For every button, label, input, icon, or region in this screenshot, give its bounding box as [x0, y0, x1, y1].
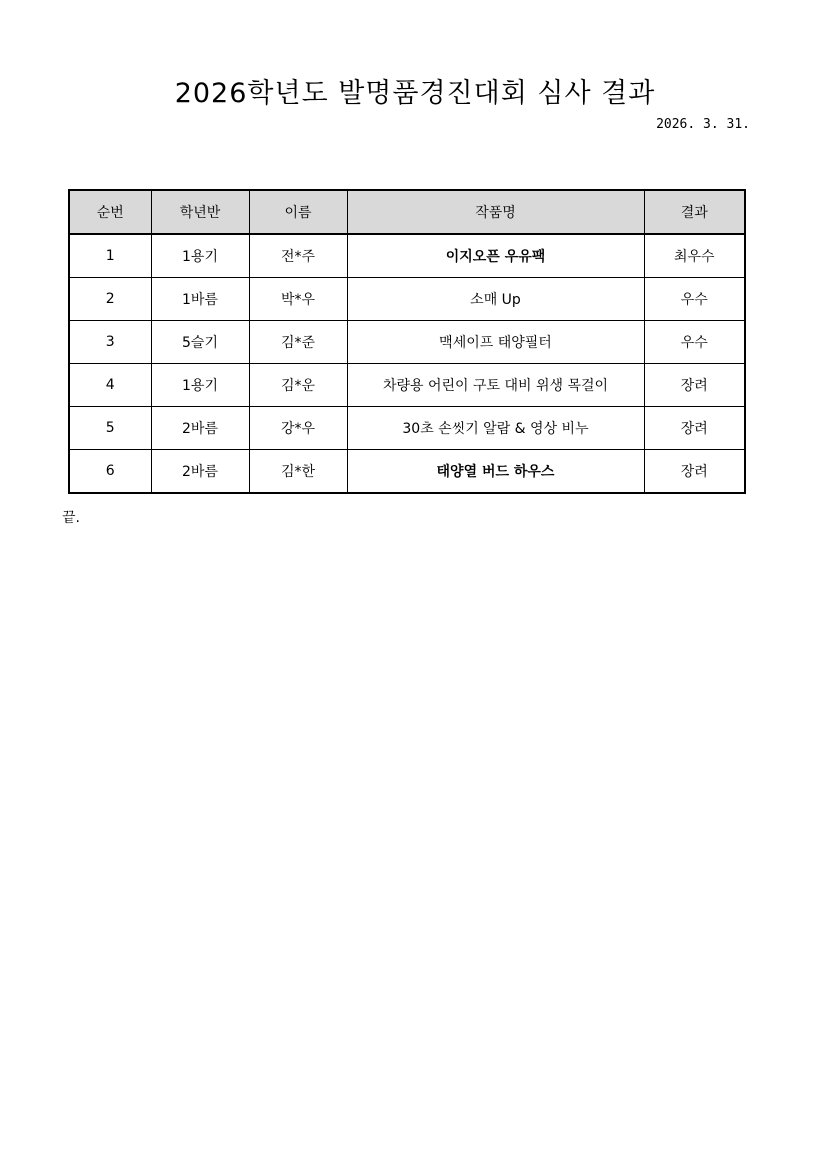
- table-row: [69, 364, 745, 407]
- table-row: [69, 278, 745, 321]
- page-title: 2026학년도 발명품경진대회 심사 결과: [174, 78, 656, 109]
- cell-class: 1용기: [151, 234, 249, 278]
- document-date: 2026. 3. 31.: [656, 117, 750, 132]
- table-header-row: [69, 190, 745, 234]
- table-row: [69, 407, 745, 450]
- cell-work-title: 30초 손씻기 알람 & 영상 비누: [347, 407, 644, 450]
- cell-name: 강*우: [249, 407, 347, 450]
- header-result: 결과: [644, 190, 745, 234]
- header-name: 이름: [249, 190, 347, 234]
- end-mark: 끝.: [62, 510, 80, 526]
- table-row: [69, 321, 745, 364]
- table-row: [69, 450, 745, 494]
- cell-class: 2바름: [151, 450, 249, 494]
- cell-result: 최우수: [644, 234, 745, 278]
- cell-work-title: 이지오픈 우유팩: [347, 234, 644, 278]
- cell-number: 2: [69, 278, 151, 321]
- cell-number: 6: [69, 450, 151, 494]
- cell-work-title: 소매 Up: [347, 278, 644, 321]
- cell-result: 우수: [644, 278, 745, 321]
- header-work-title: 작품명: [347, 190, 644, 234]
- cell-class: 1바름: [151, 278, 249, 321]
- header-number: 순번: [69, 190, 151, 234]
- cell-work-title: 태양열 버드 하우스: [347, 450, 644, 494]
- cell-number: 1: [69, 234, 151, 278]
- cell-name: 김*준: [249, 321, 347, 364]
- cell-name: 전*주: [249, 234, 347, 278]
- cell-work-title: 차량용 어린이 구토 대비 위생 목걸이: [347, 364, 644, 407]
- cell-number: 5: [69, 407, 151, 450]
- cell-work-title: 맥세이프 태양필터: [347, 321, 644, 364]
- cell-class: 1용기: [151, 364, 249, 407]
- cell-number: 4: [69, 364, 151, 407]
- cell-result: 장려: [644, 450, 745, 494]
- table-row: [69, 234, 745, 278]
- cell-class: 5슬기: [151, 321, 249, 364]
- results-table: [68, 189, 746, 494]
- cell-name: 김*한: [249, 450, 347, 494]
- cell-number: 3: [69, 321, 151, 364]
- cell-name: 박*우: [249, 278, 347, 321]
- cell-result: 우수: [644, 321, 745, 364]
- cell-name: 김*운: [249, 364, 347, 407]
- cell-result: 장려: [644, 364, 745, 407]
- cell-result: 장려: [644, 407, 745, 450]
- header-class: 학년반: [151, 190, 249, 234]
- cell-class: 2바름: [151, 407, 249, 450]
